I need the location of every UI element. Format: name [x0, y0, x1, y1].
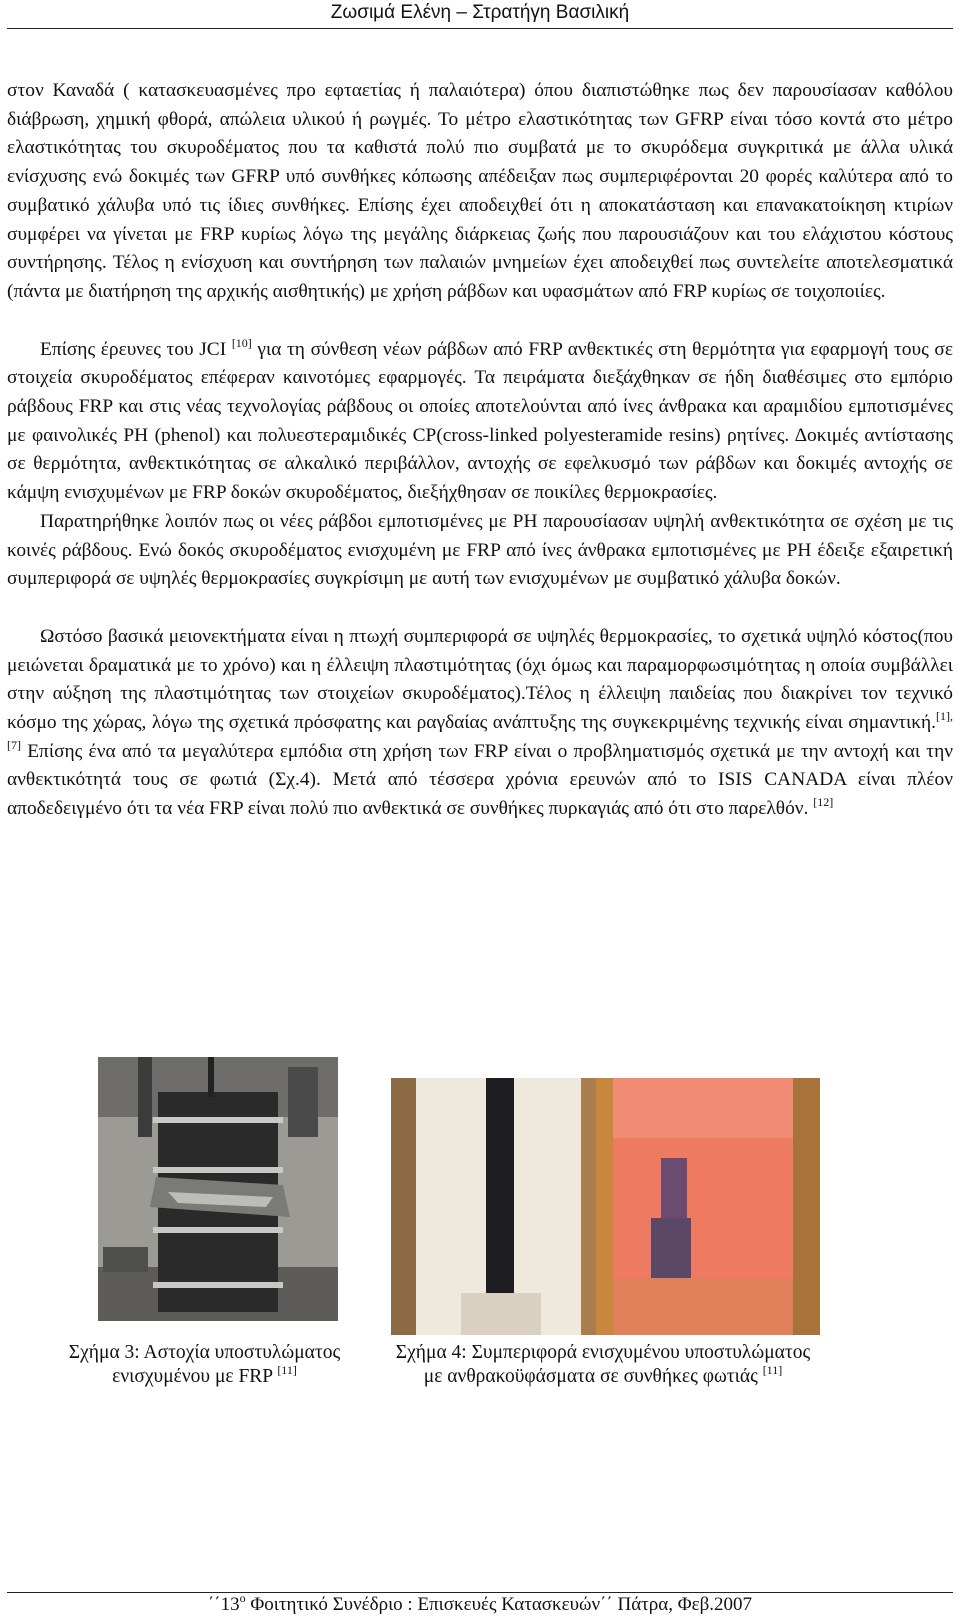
paragraph-2	[7, 336, 953, 508]
figure-3-caption-line-2-text: ενισχυμένου με FRP	[112, 1366, 273, 1387]
figure-4-caption	[372, 1341, 834, 1389]
paragraph-1: στον Καναδά ( κατασκευασμένες προ εφταετίας ή παλαιότερα) όπου διαπιστώθηκε πως δεν παρουσίασαν καθόλου διάβρωση, χημική φθορά, απώλεια υλικού ή ρωγμές. Το μέτρο ελαστικότητας των GFRP είναι τόσο κοντά στο μέτρο ελαστικότητας του σκυροδέματος που τα καθιστά πολύ πιο συμβατά με το σκυρόδεμα συγκριτικά με άλλα υλικά ενίσχυσης ενώ δοκιμές των GFRP υπό συνθήκες κόπωσης απέδειξαν πως συμπεριφέρονται 20 φορές καλύτερα από το συμβατικό χάλυβα υπό τις ίδιες συνθήκες. Επίσης έχει αποδειχθεί ότι η αποκατάσταση και επανακατοίκηση κτιρίων συμφέρει να γίνεται με FRP κυρίως λόγω της μεγάλης διάρκειας ζωής που παρουσιάζουν και του ελάχιστου κόστους συντήρησης. Τέλος η ενίσχυση και συντήρηση των παλαιών μνημείων έχει αποδειχθεί πως συντελείτε αποτελεσματικά (πάντα με διατήρηση της αρχικής αισθητικής) με χρήση ράβδων και υφασμάτων από FRP κυρίως σε τοιχοποιίες.	[7, 80, 953, 302]
footer-text-post: Φοιτητικό Συνέδριο : Επισκευές Κατασκευών΄΄ Πάτρα, Φεβ.2007	[245, 1594, 753, 1615]
footer-text-pre: ΄΄13	[207, 1594, 240, 1615]
paragraph-3: Παρατηρήθηκε λοιπόν πως οι νέες ράβδοι εμποτισμένες με PH παρουσίασαν υψηλή ανθεκτικότητα σε σχέση με τις κοινές ράβδους. Ενώ δοκός σκυροδέματος ενισχυμένη με FRP από ίνες άνθρακα εμποτισμένες με PH έδειξε εξαιρετική συμπεριφορά σε υψηλές θερμοκρασίες συγκρίσιμη με αυτή των ενισχυμένων με συμβατικό χάλυβα δοκών.	[7, 510, 953, 590]
figure-4-caption-line-2	[372, 1365, 834, 1389]
footer-rule	[7, 1592, 953, 1593]
figure-3-caption	[48, 1341, 361, 1389]
figure-3-caption-line-2	[48, 1365, 361, 1389]
figure-3-caption-line-1: Σχήμα 3: Αστοχία υποστυλώματος	[68, 1342, 341, 1363]
figure-4-photo	[391, 1078, 820, 1335]
figure-4-citation: [11]	[762, 1363, 783, 1377]
figure-3-photo	[98, 1057, 338, 1321]
running-footer	[0, 1591, 960, 1616]
body-text	[7, 77, 953, 824]
running-header: Ζωσιμά Ελένη – Στρατήγη Βασιλική	[330, 2, 630, 23]
fire-test-image	[391, 1078, 820, 1335]
column-failure-image	[98, 1057, 338, 1321]
citation-1-7: [1],[7]	[7, 709, 953, 752]
footer-superscript: ο	[239, 1591, 246, 1605]
paragraph-4-rest: Επίσης ένα από τα μεγαλύτερα εμπόδια στη χρήση των FRP είναι ο προβληματισμός σχετικά με την αντοχή και την ανθεκτικότητά τους σε φωτιά (Σχ.4). Μετά από τέσσερα χρόνια ερευνών από το ISIS CANADA είναι πλέον αποδεδειγμένο ότι τα νέα FRP είναι πολύ πιο ανθεκτικά σε συνθήκες πυρκαγιάς από ότι στο παρελθόν.	[7, 740, 953, 820]
figure-4-caption-line-1: Σχήμα 4: Συμπεριφορά ενισχυμένου υποστυλώματος	[395, 1342, 811, 1363]
citation-10: [10]	[231, 335, 252, 350]
paragraph-4-start: Ωστόσο βασικά μειονεκτήματα είναι η πτωχή συμπεριφορά σε υψηλές θερμοκρασίες, το σχετικά υψηλό κόστος(που μειώνεται δραματικά με το χρόνο) και η έλλειψη πλαστιμότητας (όχι όμως και παραμορφωσιμότητας η οποία συμβάλλει στην αύξηση της πλαστιμότητας των στοιχείων σκυροδέματος).Τέλος η έλλειψη παιδείας που διακρίνει τον τεχνικό κόσμο της χώρας, λόγω της σχετικά πρόσφατης και ραγδαίας ανάπτυξης της συγκεκριμένης τεχνικής είναι σημαντική.	[7, 625, 953, 734]
paragraph-2-start: Επίσης έρευνες του JCI	[40, 338, 227, 360]
paragraph-4	[7, 623, 953, 824]
header-rule	[7, 28, 953, 29]
paragraph-2-rest: για τη σύνθεση νέων ράβδων από FRP ανθεκτικές στη θερμότητα για εφαρμογή τους σε στοιχεία σκυροδέματος επέφεραν καινοτόμες εφαρμογές. Τα πειράματα διεξάχθηκαν σε ήδη διαθέσιμες στο εμπόριο ράβδους FRP και στις νέας τεχνολογίας ράβδους οι οποίες αποτελούνται από ίνες άνθρακα και αραμιδίου εμποτισμένες με φαινολικές PH (phenol) και πολυεστεραμιδικές CP(cross-linked polyesteramide resins) ρητίνες. Δοκιμές αντίστασης σε θερμότητα, ανθεκτικότητας σε αλκαλικό περιβάλλον, αντοχής σε εφελκυσμό των ράβδων και δοκιμές αντοχής σε κάμψη ενισχυμένων με FRP δοκών σκυροδέματος, διεξήχθησαν σε ποικίλες θερμοκρασίες.	[7, 338, 953, 504]
figure-4-caption-line-2-text: με ανθρακοϋφάσματα σε συνθήκες φωτιάς	[423, 1366, 758, 1387]
citation-12: [12]	[813, 795, 834, 810]
figure-3-citation: [11]	[277, 1363, 297, 1377]
